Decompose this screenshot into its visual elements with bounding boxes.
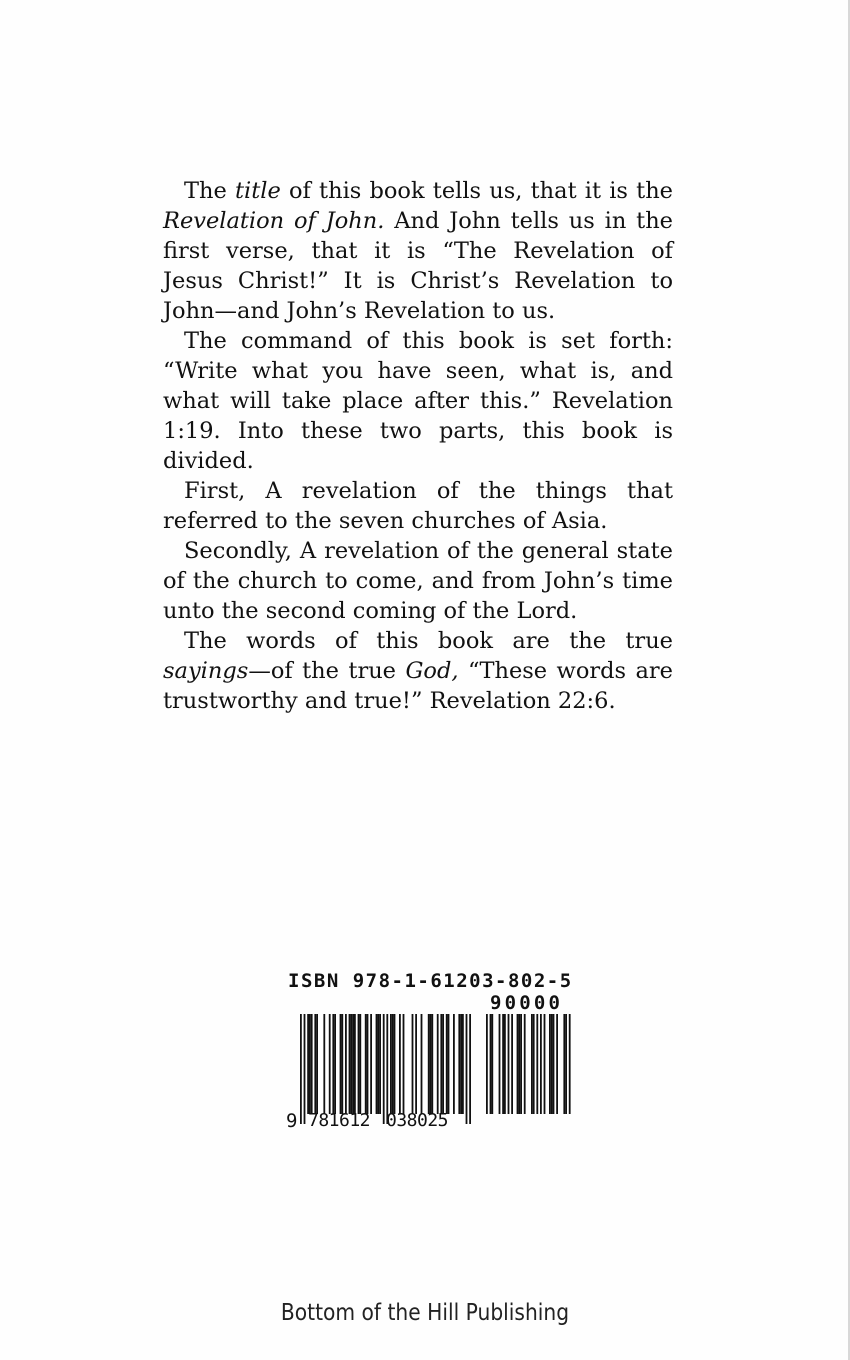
barcode-bar [511,1014,513,1114]
blurb-paragraph-2: The command of this book is set forth: “Write what you have seen, what is, and what will take place after this.” Revelation 1:19. Into these two parts, this book is divided. [163,328,673,474]
barcode-bar [304,1014,306,1124]
barcode-bar [392,1014,394,1114]
blurb-paragraph-4: Secondly, A revelation of the general state of the church to come, and from John’s time unto the second coming of the Lord. [163,538,673,624]
barcode-bar [367,1014,369,1114]
barcode-bar [323,1014,325,1114]
barcode-bar [469,1014,471,1124]
barcode-bar [508,1014,510,1114]
barcode-bar [533,1014,535,1114]
barcode-bar [307,1014,309,1114]
barcode-bar [437,1014,439,1114]
back-cover-blurb [163,176,673,716]
barcode-bar [504,1014,506,1114]
barcode-bar [421,1014,423,1114]
barcode-bar [569,1014,571,1114]
barcode-bar [415,1014,417,1114]
barcode-bar [334,1014,336,1114]
barcode-bar [341,1014,343,1114]
barcode-bar [365,1014,367,1114]
barcode-bar [446,1014,448,1114]
barcode-bar [462,1014,464,1114]
ean-left-digits: 781612 [308,1110,371,1131]
barcode-bar [376,1014,378,1114]
isbn-barcode [286,970,576,1140]
barcode-bar [358,1014,360,1114]
barcode-bar [399,1014,401,1114]
barcode-bar [486,1014,488,1114]
barcode-bar [370,1014,372,1114]
barcode-bar [490,1014,492,1114]
barcode-bar [499,1014,501,1114]
barcode-bar [309,1014,311,1114]
barcode-bar [311,1014,313,1114]
barcode-bar [517,1014,519,1114]
barcode-bar [458,1014,460,1114]
barcode-bar [430,1014,432,1114]
barcode-bar [316,1014,318,1114]
barcode-bar [531,1014,533,1114]
barcode-bar [345,1014,347,1114]
barcode-bar [556,1014,558,1114]
barcode-bar [536,1014,538,1114]
barcode-bar [349,1014,351,1114]
barcode-bar [524,1014,526,1114]
barcode-bar [412,1014,414,1114]
barcode-bar [377,1014,379,1114]
barcode-bar [314,1014,316,1114]
barcode-bar [448,1014,450,1114]
barcode-bar [329,1014,331,1114]
barcode-bar [540,1014,542,1114]
barcode-bar [340,1014,342,1114]
barcode-bar [403,1014,405,1114]
barcode-bar [386,1014,388,1124]
barcode-bar [300,1014,302,1124]
isbn-label: ISBN 978-1-61203-802-5 [288,970,573,992]
barcode-bar [520,1014,522,1114]
barcode-bar [352,1014,354,1114]
ean-right-digits: 038025 [386,1110,449,1131]
barcode-bar [453,1014,455,1114]
publisher-name: Bottom of the Hill Publishing [280,1300,570,1326]
barcode-bar [460,1014,462,1114]
barcode-bar [359,1014,361,1114]
barcode-bar [442,1014,444,1114]
barcode-bar [394,1014,396,1114]
barcode-bar [332,1014,334,1114]
barcode-bar [502,1014,504,1114]
barcode-bar [354,1014,356,1114]
barcode-bar [440,1014,442,1114]
blurb-paragraph-1: The title of this book tells us, that it is the Revelation of John. And John tells us in the first verse, that it is “The Revelation of Jesus Christ!” It is Christ’s Revelation to John—and John’s Revelation to us. [163,178,674,324]
barcode-bar [518,1014,520,1114]
barcode-bar [563,1014,565,1114]
barcode-bar [350,1014,352,1114]
barcode-bar [431,1014,433,1114]
barcode-bar [466,1014,468,1124]
barcode-bar [379,1014,381,1114]
barcode-bar [491,1014,493,1114]
barcode-bar [551,1014,553,1114]
price-code: 90000 [490,992,564,1014]
ean-first-digit: 9 [286,1110,298,1132]
ean13-bars [300,1014,472,1124]
barcode-bar [390,1014,392,1114]
blurb-paragraph-3: First, A revelation of the things that referred to the seven churches of Asia. [163,478,673,534]
barcode-bar [549,1014,551,1114]
barcode-bar [553,1014,555,1114]
barcode-bar [565,1014,567,1114]
addon-bars [486,1014,574,1114]
barcode-bar [428,1014,430,1114]
barcode-bar [383,1014,385,1124]
barcode-bar [544,1014,546,1114]
blurb-paragraph-5: The words of this book are the true sayings—of the true God, “These words are trustworthy and true!” Revelation 22:6. [163,628,673,714]
